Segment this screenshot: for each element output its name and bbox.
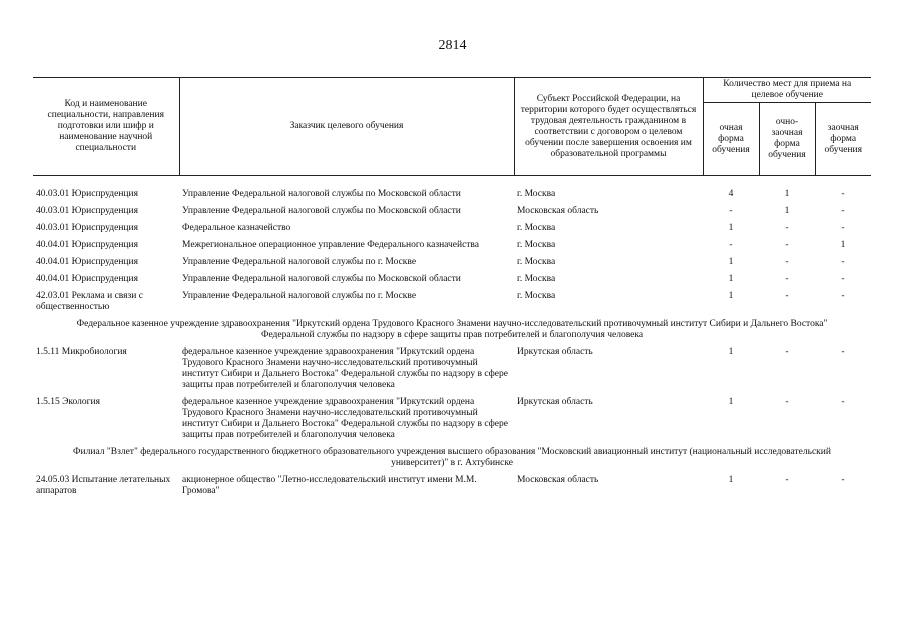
cell-region: Иркутская область — [517, 397, 593, 407]
cell-region: г. Москва — [517, 223, 556, 233]
cell-extramural: 1 — [840, 240, 846, 250]
cell-code: 40.03.01 Юриспруденция — [36, 223, 138, 233]
header-places: Количество мест для приема на целевое обучение — [703, 78, 871, 103]
cell-code: 40.03.01 Юриспруденция — [36, 206, 138, 216]
table-row — [33, 394, 871, 444]
cell-region: г. Москва — [517, 189, 556, 199]
cell-code: 1.5.11 Микробиология — [36, 347, 127, 357]
cell-region: г. Москва — [517, 291, 556, 301]
cell-fulltime: 1 — [728, 347, 734, 357]
cell-fulltime: 1 — [728, 291, 734, 301]
cell-extramural: - — [841, 475, 845, 485]
table-row — [33, 271, 871, 288]
section-heading: Филиал "Взлет" федерального государственного бюджетного образовательного учреждения высшего образования "Московский авиационный институт (национальный исследовательский университет)" в г. Ахтубинске — [73, 447, 831, 468]
cell-parttime: - — [785, 397, 789, 407]
cell-code: 40.03.01 Юриспруденция — [36, 189, 138, 199]
table-row — [33, 237, 871, 254]
cell-fulltime: 1 — [728, 257, 734, 267]
target-training-table — [33, 77, 871, 500]
table-row — [33, 254, 871, 271]
cell-fulltime: 1 — [728, 397, 734, 407]
section-heading: Федеральное казенное учреждение здравоохранения "Иркутский ордена Трудового Красного Знамени научно-исследовательский противочумный институт Сибири и Дальнего Востока" Федеральной службы по надзору в сфере защиты прав потребителей и благополучия человека — [76, 319, 828, 340]
cell-extramural: - — [841, 223, 845, 233]
cell-parttime: - — [785, 475, 789, 485]
cell-fulltime: - — [729, 206, 733, 216]
cell-fulltime: 4 — [728, 189, 734, 199]
cell-parttime: - — [785, 291, 789, 301]
cell-extramural: - — [841, 257, 845, 267]
cell-fulltime: - — [729, 240, 733, 250]
cell-code: 1.5.15 Экология — [36, 397, 100, 407]
cell-extramural: - — [841, 291, 845, 301]
cell-parttime: 1 — [784, 189, 790, 199]
cell-region: Московская область — [517, 475, 599, 485]
cell-fulltime: 1 — [728, 274, 734, 284]
header-region: Субъект Российской Федерации, на территории которого будет осуществляться трудовая деятельность гражданином в соответствии с договором о целевом обучении после завершения освоения им образовательной программы — [514, 78, 703, 176]
cell-customer: акционерное общество "Летно-исследовательский институт имени М.М. Громова" — [182, 475, 477, 496]
cell-fulltime: 1 — [728, 475, 734, 485]
cell-code: 40.04.01 Юриспруденция — [36, 257, 138, 267]
cell-fulltime: 1 — [728, 223, 734, 233]
cell-customer: Управление Федеральной налоговой службы по г. Москве — [182, 257, 417, 267]
cell-customer: Управление Федеральной налоговой службы по г. Москве — [182, 291, 417, 301]
cell-region: Иркутская область — [517, 347, 593, 357]
cell-code: 40.04.01 Юриспруденция — [36, 240, 138, 250]
cell-extramural: - — [841, 189, 845, 199]
cell-region: г. Москва — [517, 240, 556, 250]
cell-code: 24.05.03 Испытание летательных аппаратов — [36, 475, 171, 496]
cell-region: г. Москва — [517, 274, 556, 284]
header-fulltime: очная форма обучения — [703, 103, 759, 176]
cell-customer: Федеральное казначейство — [182, 223, 291, 233]
cell-region: Московская область — [517, 206, 599, 216]
table-row — [33, 203, 871, 220]
cell-customer: Управление Федеральной налоговой службы по Московской области — [182, 274, 461, 284]
cell-parttime: - — [785, 240, 789, 250]
cell-customer: Управление Федеральной налоговой службы по Московской области — [182, 189, 461, 199]
cell-code: 42.03.01 Реклама и связи с общественностью — [36, 291, 143, 312]
cell-extramural: - — [841, 397, 845, 407]
header-parttime: очно-заочная форма обучения — [759, 103, 815, 176]
cell-extramural: - — [841, 274, 845, 284]
table-row — [33, 186, 871, 203]
cell-code: 40.04.01 Юриспруденция — [36, 274, 138, 284]
cell-parttime: - — [785, 223, 789, 233]
cell-extramural: - — [841, 347, 845, 357]
cell-customer: Управление Федеральной налоговой службы по Московской области — [182, 206, 461, 216]
cell-parttime: - — [785, 257, 789, 267]
table-body — [33, 176, 871, 501]
page-number: 2814 — [438, 38, 467, 53]
spacer-row — [33, 176, 871, 187]
section-heading-row — [33, 444, 871, 472]
cell-parttime: 1 — [784, 206, 790, 216]
section-heading-row — [33, 316, 871, 344]
cell-customer: Межрегиональное операционное управление Федерального казначейства — [182, 240, 480, 250]
header-customer: Заказчик целевого обучения — [179, 78, 514, 176]
cell-customer: федеральное казенное учреждение здравоохранения "Иркутский ордена Трудового Красного Знамени научно-исследовательский противочумный институт Сибири и Дальнего Востока" Федеральной службы по надзору в сфере защиты прав потребителей и благополучия человека — [182, 397, 508, 440]
cell-parttime: - — [785, 274, 789, 284]
table-header — [33, 78, 871, 176]
header-extramural: заочная форма обучения — [815, 103, 871, 176]
header-code: Код и наименование специальности, направления подготовки или шифр и наименование научной специальности — [33, 78, 179, 176]
table-row — [33, 288, 871, 316]
table-row — [33, 344, 871, 394]
cell-extramural: - — [841, 206, 845, 216]
table-row — [33, 472, 871, 500]
cell-customer: федеральное казенное учреждение здравоохранения "Иркутский ордена Трудового Красного Знамени научно-исследовательский противочумный институт Сибири и Дальнего Востока" Федеральной службы по надзору в сфере защиты прав потребителей и благополучия человека — [182, 347, 508, 390]
table-row — [33, 220, 871, 237]
cell-region: г. Москва — [517, 257, 556, 267]
cell-parttime: - — [785, 347, 789, 357]
